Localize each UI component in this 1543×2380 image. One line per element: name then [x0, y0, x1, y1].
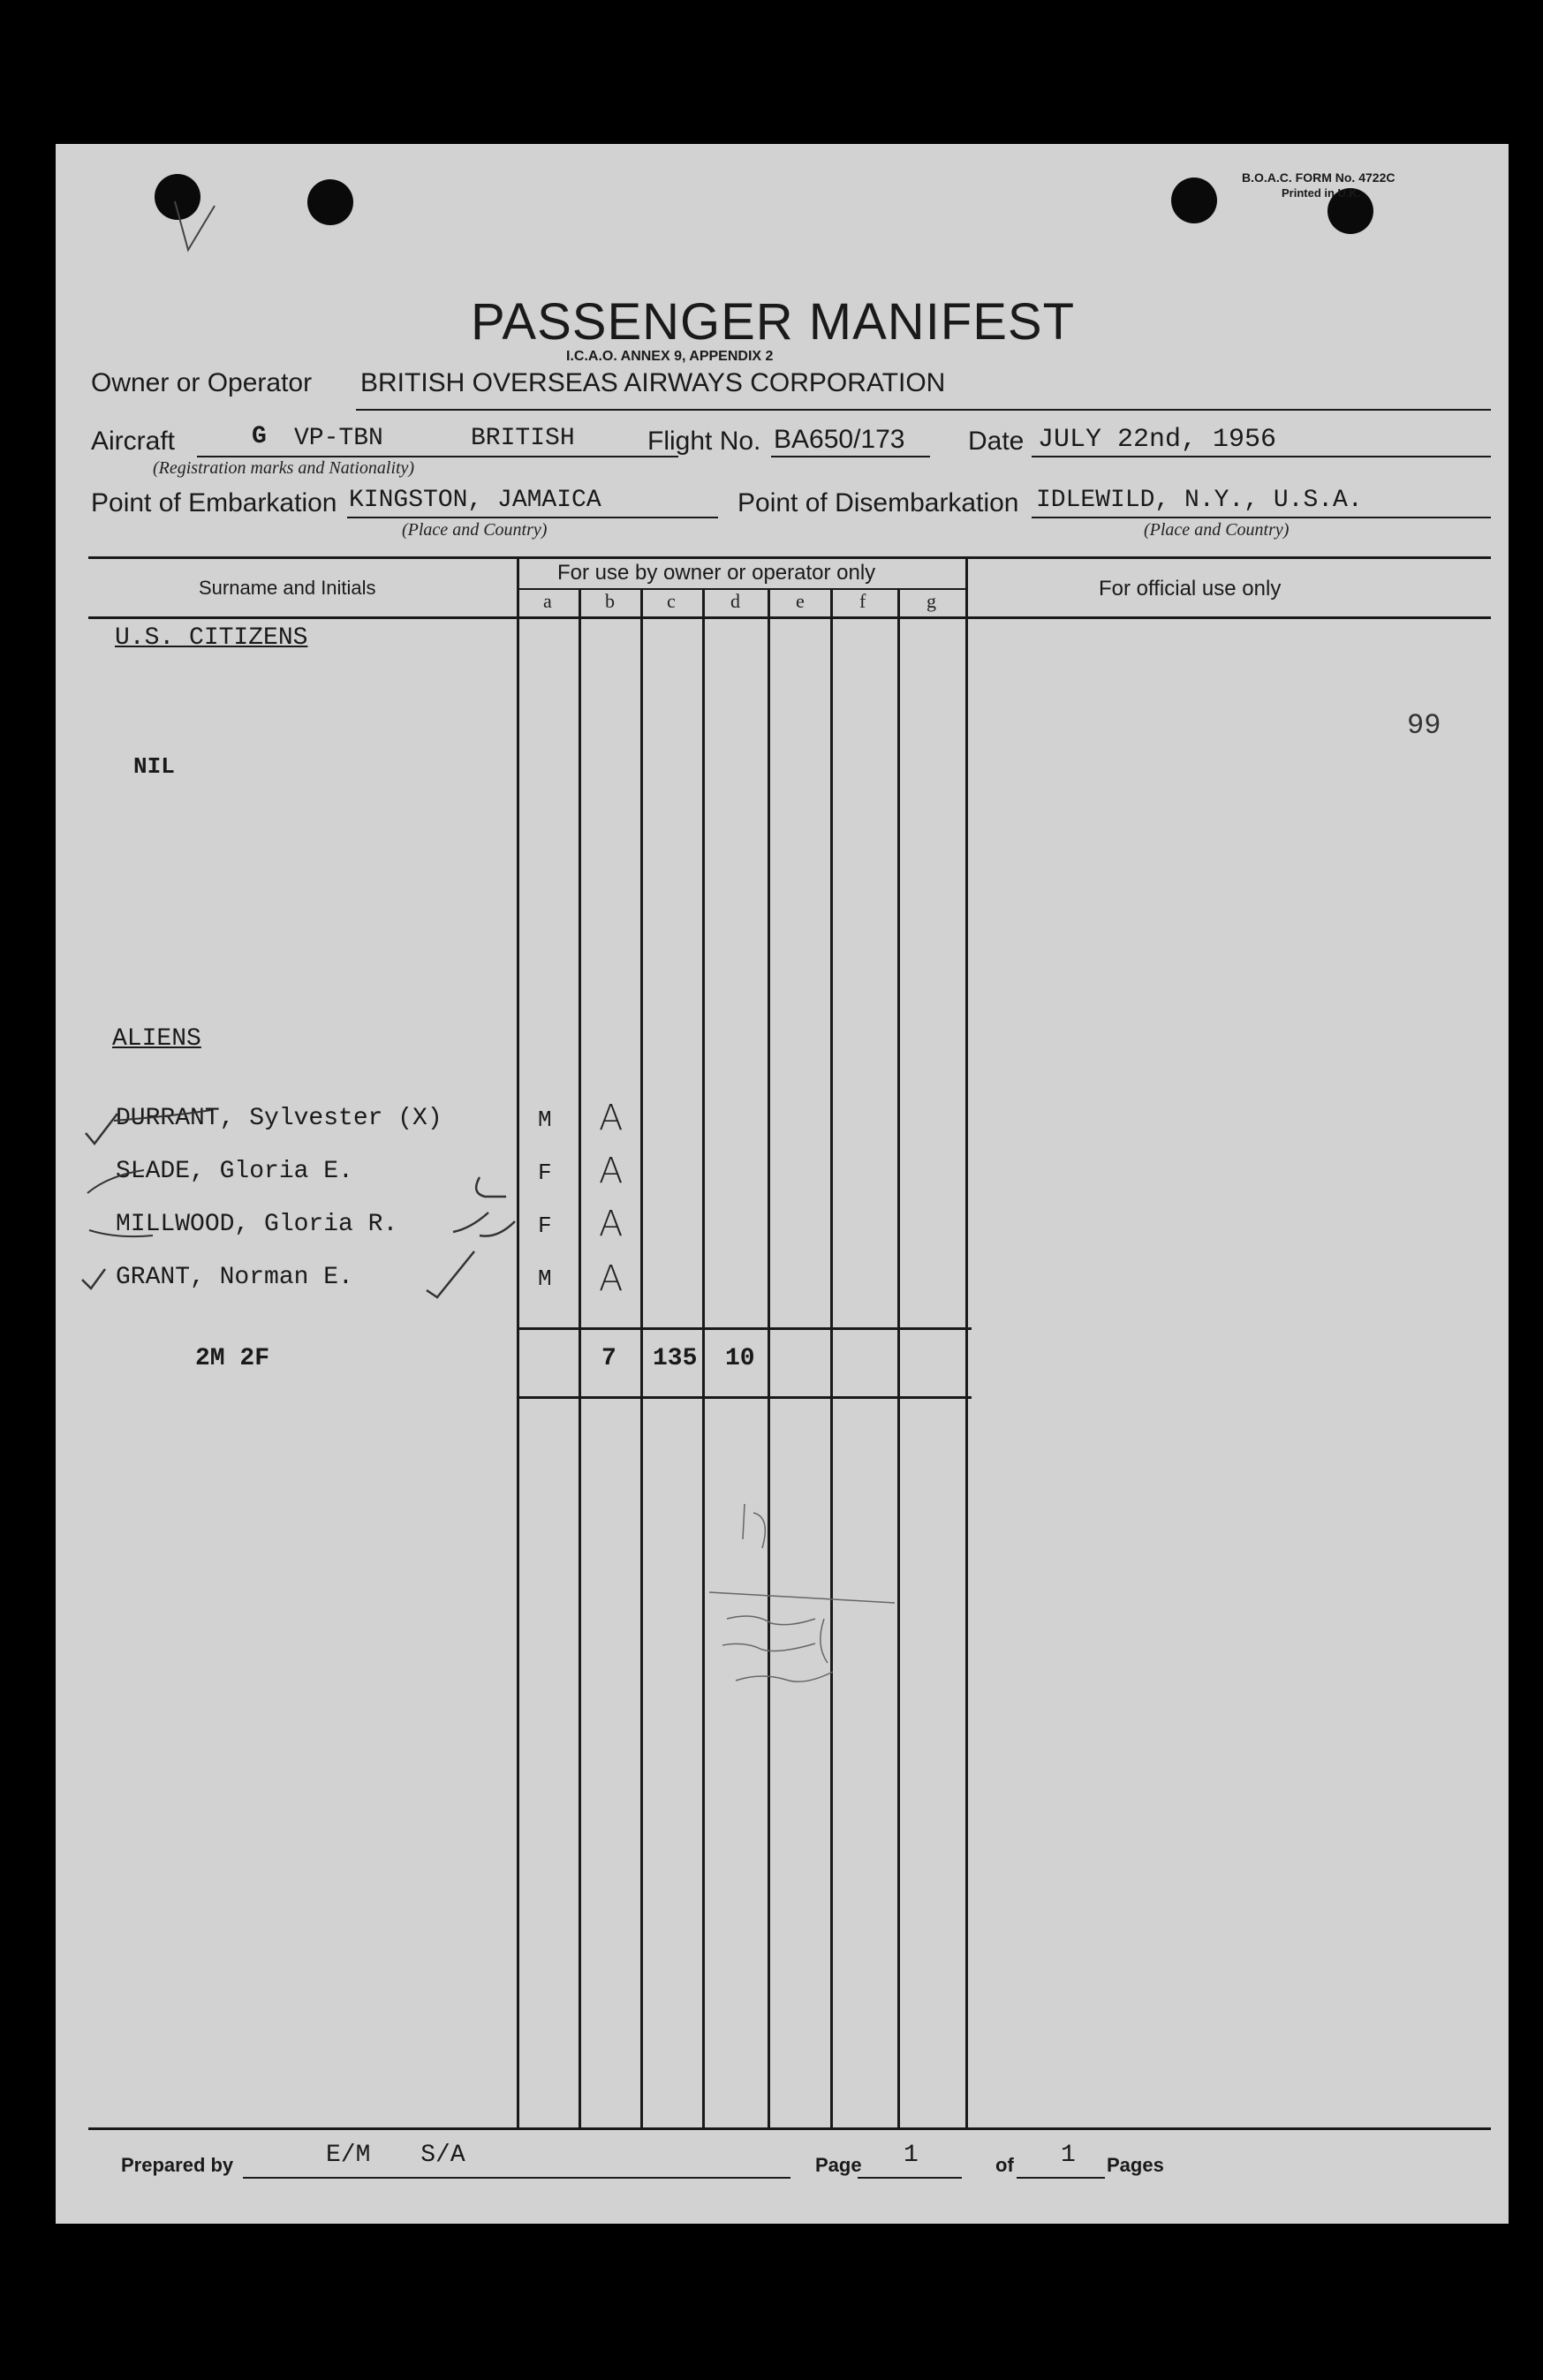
of-label: of	[995, 2154, 1014, 2176]
of-value: 1	[1061, 2142, 1076, 2169]
passenger-name: SLADE, Gloria E.	[116, 1158, 353, 1185]
col-header-d: d	[730, 590, 740, 612]
passenger-name: MILLWOOD, Gloria R.	[116, 1211, 398, 1238]
aircraft-underline	[197, 456, 678, 457]
passenger-name: DURRANT, Sylvester (X)	[116, 1105, 442, 1132]
col-header-f: f	[859, 590, 866, 612]
disembark-label: Point of Disembarkation	[737, 488, 1019, 518]
operator-header: For use by owner or operator only	[557, 561, 876, 585]
disembark-caption: (Place and Country)	[1144, 520, 1290, 540]
col-header-a: a	[543, 590, 552, 612]
passenger-class: A	[599, 1098, 624, 1138]
owner-label: Owner or Operator	[91, 368, 313, 397]
punch-hole-right-1	[1171, 178, 1217, 223]
col-header-c: c	[667, 590, 676, 612]
disembark-value: IDLEWILD, N.Y., U.S.A.	[1036, 487, 1363, 514]
nationality-value: BRITISH	[471, 425, 575, 452]
passenger-name: GRANT, Norman E.	[116, 1264, 353, 1291]
embark-value: KINGSTON, JAMAICA	[349, 487, 601, 514]
printed-in: Printed in U.K.	[1282, 186, 1361, 200]
col-line-0	[517, 557, 519, 2127]
totals-b: 7	[601, 1345, 616, 1372]
us-nil: NIL	[133, 753, 175, 780]
embark-underline	[347, 517, 718, 518]
passenger-class: A	[599, 1204, 624, 1244]
passenger-class: A	[599, 1258, 624, 1299]
table-bottom-rule	[88, 2127, 1491, 2130]
prepared-underline	[243, 2177, 790, 2179]
pages-label: Pages	[1107, 2154, 1164, 2176]
flight-value: BA650/173	[774, 425, 905, 454]
registration-caption: (Registration marks and Nationality)	[153, 458, 415, 478]
col-line-3	[702, 589, 705, 2127]
col-line-2	[640, 589, 643, 2127]
passenger-sex: F	[538, 1213, 552, 1239]
col-header-g: g	[927, 590, 936, 612]
pencil-check-marks	[56, 1080, 550, 1310]
flight-underline	[771, 456, 930, 457]
col-header-b: b	[605, 590, 615, 612]
date-label: Date	[968, 427, 1025, 456]
date-value: JULY 22nd, 1956	[1038, 425, 1277, 455]
table-header-rule	[88, 616, 1491, 619]
totals-bottom-rule	[517, 1396, 972, 1399]
table-top-rule	[88, 556, 1491, 559]
flight-label: Flight No.	[647, 427, 761, 456]
pencil-tick-top	[170, 197, 223, 259]
aircraft-label: Aircraft	[91, 427, 176, 456]
totals-label: 2M 2F	[195, 1345, 270, 1372]
prepared-label: Prepared by	[121, 2154, 234, 2176]
passenger-sex: M	[538, 1266, 552, 1292]
of-underline	[1017, 2177, 1105, 2179]
page-subtitle: I.C.A.O. ANNEX 9, APPENDIX 2	[566, 349, 774, 364]
pencil-scribbles	[639, 1495, 904, 1707]
page-value: 1	[904, 2142, 919, 2169]
section-us-citizens: U.S. CITIZENS	[115, 624, 308, 652]
passenger-class: A	[599, 1151, 624, 1191]
col-line-1	[579, 589, 581, 2127]
totals-top-rule	[517, 1327, 972, 1330]
col-line-5	[830, 589, 833, 2127]
manifest-sheet	[56, 144, 1509, 2224]
totals-c: 135	[653, 1345, 698, 1372]
passenger-sex: F	[538, 1160, 552, 1186]
date-underline	[1032, 456, 1491, 457]
passenger-sex: M	[538, 1107, 552, 1133]
totals-d: 10	[725, 1345, 755, 1372]
official-header: For official use only	[1099, 577, 1282, 601]
prepared-value: E/M S/A	[326, 2142, 465, 2169]
col-line-7	[965, 557, 968, 2127]
surname-header: Surname and Initials	[199, 577, 376, 599]
page-underline	[858, 2177, 962, 2179]
disembark-underline	[1032, 517, 1491, 518]
owner-underline	[356, 409, 1491, 411]
official-number: 99	[1407, 709, 1441, 742]
col-line-6	[897, 589, 900, 2127]
aircraft-value: VP-TBN	[294, 425, 383, 452]
section-aliens: ALIENS	[112, 1025, 201, 1053]
page-label: Page	[815, 2154, 862, 2176]
owner-value: BRITISH OVERSEAS AIRWAYS CORPORATION	[360, 368, 946, 397]
punch-hole-left-2	[307, 179, 353, 225]
form-number: B.O.A.C. FORM No. 4722C	[1242, 170, 1396, 185]
embark-caption: (Place and Country)	[402, 520, 548, 540]
aircraft-prefix: G	[252, 423, 267, 450]
page-title: PASSENGER MANIFEST	[471, 293, 1076, 351]
col-header-e: e	[796, 590, 805, 612]
col-line-4	[768, 589, 770, 2127]
embark-label: Point of Embarkation	[91, 488, 337, 518]
